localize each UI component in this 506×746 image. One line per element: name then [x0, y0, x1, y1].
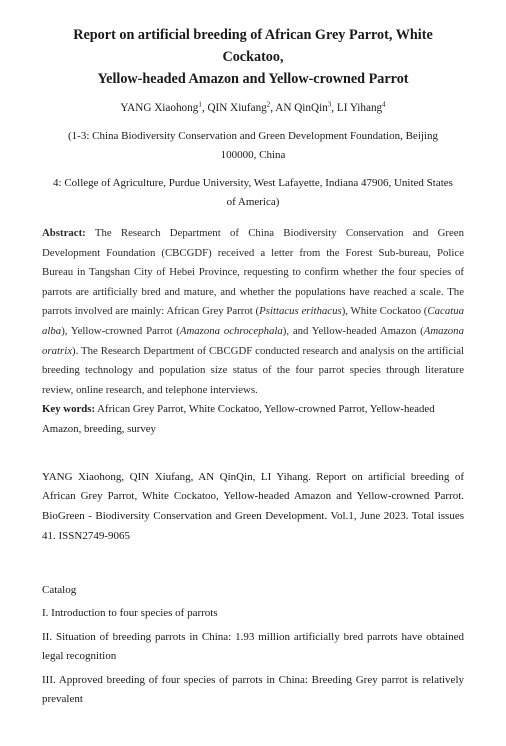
author-name: YANG Xiaohong — [120, 102, 199, 114]
paper-title — [42, 24, 464, 90]
scientific-name: Amazona oratrix — [42, 324, 464, 357]
author-affiliation-mark: 2 — [266, 100, 271, 109]
citation: YANG Xiaohong, QIN Xiufang, AN QinQin, LI Yihang. Report on artificial breeding of African Grey Parrot, White Cockatoo, Yellow-headed Amazon and Yellow-crowned Parrot. BioGreen - Biodiversity Conservation and Green Development. Vol.1, June 2023. Total issues 41. ISSN2749-9065 — [42, 470, 464, 542]
author-name: LI Yihang — [336, 102, 383, 114]
abstract-text: ). The Research Department of CBCGDF conducted research and analysis on the artificial breeding technology and population size status of the four parrot species through literature review, online research, and telephone interviews. — [42, 344, 464, 396]
author-list: YANG Xiaohong$^1$, QIN Xiufang$^2$, AN QinQin$^3$, LI Yihang$^4$ — [120, 100, 386, 114]
title-line-1: Report on artificial breeding of African Grey Parrot, White Cockatoo, — [73, 27, 433, 65]
author-affiliation-mark: 4 — [382, 100, 386, 109]
abstract-label: Abstract: — [42, 227, 86, 239]
catalog-item: I. Introduction to four species of parrots — [42, 607, 218, 620]
affiliation-2: 4: College of Agriculture, Purdue University, West Lafayette, Indiana 47906, United States of America) — [53, 177, 453, 208]
keywords-text: African Grey Parrot, White Cockatoo, Yellow-crowned Parrot, Yellow-headed Amazon, breeding, survey — [42, 403, 435, 435]
abstract-text: ), White Cockatoo ( — [341, 305, 428, 318]
scientific-name: Psittacus erithacus — [259, 305, 342, 318]
title-line-2: Yellow-headed Amazon and Yellow-crowned Parrot — [97, 71, 409, 87]
catalog-item: III. Approved breeding of four species of parrots in China: Breeding Grey parrot is relatively prevalent — [42, 673, 464, 706]
keywords — [42, 400, 464, 439]
abstract-text: The Research Department of China Biodiversity Conservation and Green Development Foundation (CBCGDF) received a letter from the Forest Sub-bureau, Police Bureau in Tangshan City of Hebei Province, requesting to confirm whether the four species of parrots are artificially bred and mature, and whether the populations have reached a scale. The parrots involved are mainly: African Grey Parrot ( — [42, 227, 464, 318]
keywords-label: Key words: — [42, 403, 96, 416]
scientific-name: Amazona ochrocephala — [179, 324, 283, 337]
abstract-text: ), Yellow-crowned Parrot ( — [61, 324, 180, 337]
catalog-heading: Catalog — [42, 583, 77, 596]
scientific-name: Cacatua alba — [42, 305, 465, 337]
author-affiliation-mark: 3 — [327, 100, 332, 109]
abstract-text: ), and Yellow-headed Amazon ( — [282, 324, 424, 337]
author-name: AN QinQin — [275, 102, 328, 114]
author-affiliation-mark: 1 — [198, 100, 202, 109]
author-name: QIN Xiufang — [207, 102, 267, 114]
paper-page — [0, 24, 506, 746]
catalog-item: II. Situation of breeding parrots in China: 1.93 million artificially bred parrots have obtained legal recognition — [42, 630, 464, 663]
affiliation-1: (1-3: China Biodiversity Conservation and Green Development Foundation, Beijing 100000, China — [68, 130, 438, 161]
catalog — [42, 581, 464, 710]
abstract — [42, 224, 464, 400]
